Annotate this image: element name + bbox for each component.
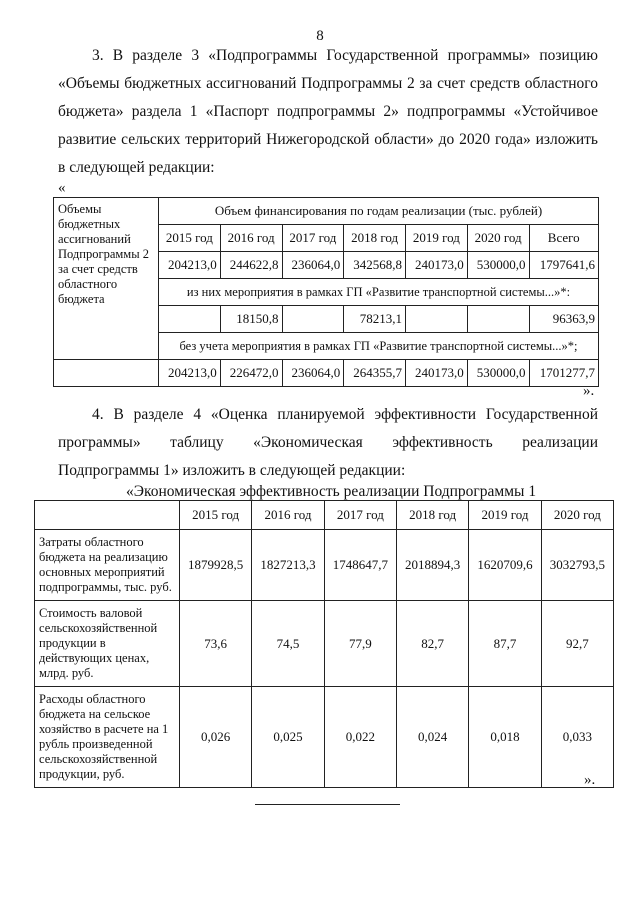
cell: 96363,9 xyxy=(529,306,599,333)
table-row xyxy=(35,687,614,788)
economic-efficiency-table xyxy=(34,500,614,788)
col-header: 2018 год xyxy=(396,501,468,530)
paragraph-4: 4. В разделе 4 «Оценка планируемой эффективности Государственной программы» таблицу «Экономическая эффективность реализации Подпрограммы 1» изложить в следующей редакции: xyxy=(58,406,598,479)
cell: 1701277,7 xyxy=(529,360,599,387)
cell xyxy=(282,306,344,333)
col-header: Всего xyxy=(529,225,599,252)
cell: 78213,1 xyxy=(344,306,406,333)
cell: 0,033 xyxy=(541,687,613,788)
cell: 530000,0 xyxy=(467,252,529,279)
cell: 240173,0 xyxy=(406,252,468,279)
cell xyxy=(406,306,468,333)
col-header: 2019 год xyxy=(469,501,541,530)
cell: 1827213,3 xyxy=(252,530,324,601)
cell: 240173,0 xyxy=(406,360,468,387)
quote-close-1: ». xyxy=(583,383,595,399)
col-header: 2017 год xyxy=(324,501,396,530)
page-number: 8 xyxy=(316,28,324,44)
cell: 1879928,5 xyxy=(180,530,252,601)
cell: 236064,0 xyxy=(282,252,344,279)
col-header: 2018 год xyxy=(344,225,406,252)
cell: 236064,0 xyxy=(282,360,344,387)
cell: 0,022 xyxy=(324,687,396,788)
col-header: 2015 год xyxy=(159,225,221,252)
cell xyxy=(159,306,221,333)
cell: 74,5 xyxy=(252,601,324,687)
row-label: Стоимость валовой сельскохозяйственной продукции в действующих ценах, млрд. руб. xyxy=(35,601,180,687)
table-row xyxy=(35,601,614,687)
empty-label-cell xyxy=(54,360,159,387)
cell xyxy=(467,306,529,333)
cell: 1620709,6 xyxy=(469,530,541,601)
col-header: 2015 год xyxy=(180,501,252,530)
cell: 244622,8 xyxy=(220,252,282,279)
cell: 264355,7 xyxy=(344,360,406,387)
cell: 3032793,5 xyxy=(541,530,613,601)
without-transport-text: без учета мероприятия в рамках ГП «Развитие транспортной системы...»*; xyxy=(159,333,599,360)
cell: 0,026 xyxy=(180,687,252,788)
cell: 204213,0 xyxy=(159,252,221,279)
row-label: Объемы бюджетных ассигнований Подпрограммы 2 за счет средств областного бюджета xyxy=(54,198,159,360)
col-header: 2019 год xyxy=(406,225,468,252)
cell: 73,6 xyxy=(180,601,252,687)
empty-corner-cell xyxy=(35,501,180,530)
row-label: Расходы областного бюджета на сельское хозяйство в расчете на 1 рубль произведенной сельскохозяйственной продукции, руб. xyxy=(35,687,180,788)
cell: 0,018 xyxy=(469,687,541,788)
quote-close-2: ». xyxy=(584,772,596,788)
col-header: 2020 год xyxy=(467,225,529,252)
cell: 226472,0 xyxy=(220,360,282,387)
quote-open-1: « xyxy=(58,180,66,196)
cell: 0,024 xyxy=(396,687,468,788)
cell: 18150,8 xyxy=(220,306,282,333)
cell: 82,7 xyxy=(396,601,468,687)
col-header: 2016 год xyxy=(220,225,282,252)
table2-title: «Экономическая эффективность реализации Подпрограммы 1 xyxy=(126,483,537,500)
col-header: 2020 год xyxy=(541,501,613,530)
cell: 530000,0 xyxy=(467,360,529,387)
funding-header-title: Объем финансирования по годам реализации (тыс. рублей) xyxy=(159,198,599,225)
col-header: 2017 год xyxy=(282,225,344,252)
header-row xyxy=(35,501,614,530)
cell: 87,7 xyxy=(469,601,541,687)
cell: 1797641,6 xyxy=(529,252,599,279)
cell: 0,025 xyxy=(252,687,324,788)
cell: 92,7 xyxy=(541,601,613,687)
cell: 342568,8 xyxy=(344,252,406,279)
without-values-row xyxy=(54,360,599,387)
col-header: 2016 год xyxy=(252,501,324,530)
cell: 2018894,3 xyxy=(396,530,468,601)
including-transport-text: из них мероприятия в рамках ГП «Развитие транспортной системы...»*: xyxy=(159,279,599,306)
end-divider-line xyxy=(255,804,400,805)
paragraph-3: 3. В разделе 3 «Подпрограммы Государственной программы» позицию «Объемы бюджетных ассигнований Подпрограммы 2 за счет средств областного бюджета» раздела 1 «Паспорт подпрограммы 2» подпрограммы «Устойчивое развитие сельских территорий Нижегородской области» до 2020 года» изложить в следующей редакции: xyxy=(58,47,598,176)
row-label: Затраты областного бюджета на реализацию основных мероприятий подпрограммы, тыс. руб. xyxy=(35,530,180,601)
budget-allocation-table xyxy=(53,197,599,387)
cell: 204213,0 xyxy=(159,360,221,387)
cell: 1748647,7 xyxy=(324,530,396,601)
cell: 77,9 xyxy=(324,601,396,687)
table-row xyxy=(35,530,614,601)
